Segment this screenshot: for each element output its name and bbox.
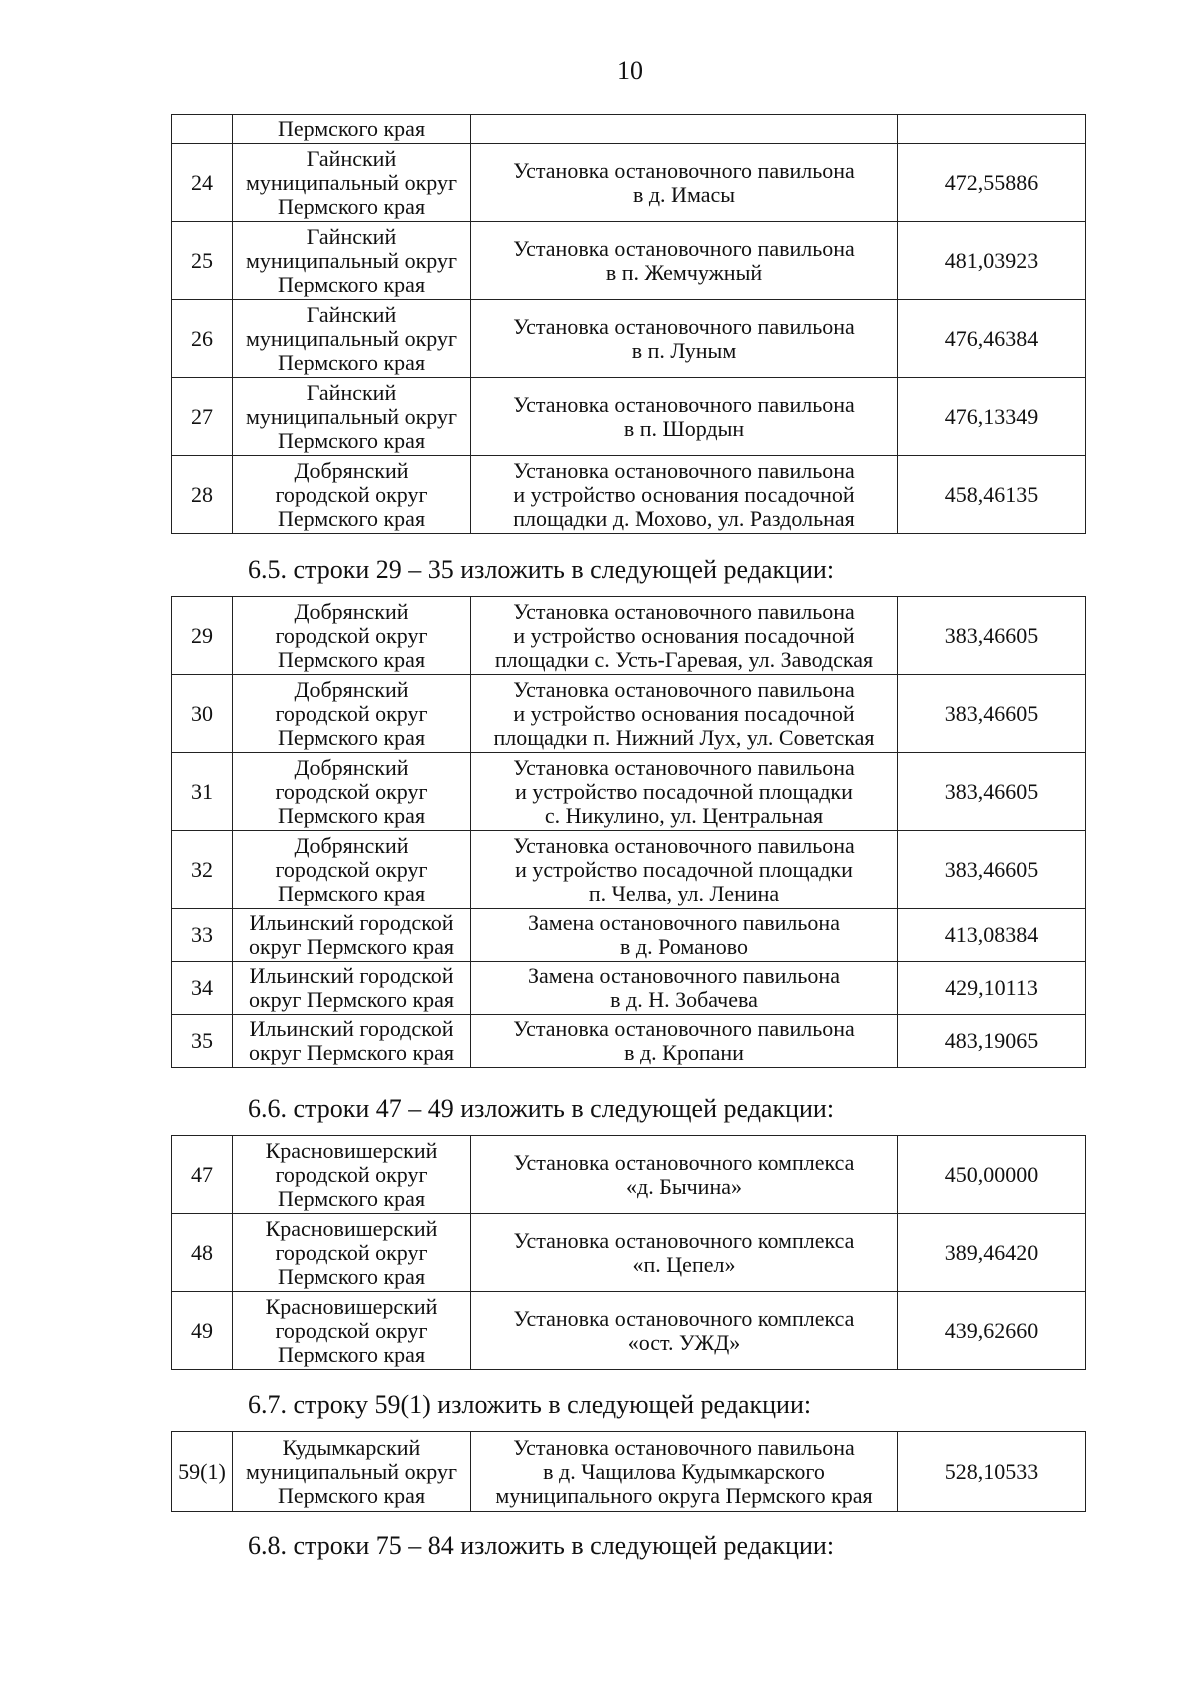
cell-work-description: Установка остановочного павильона в д. Имасы xyxy=(471,144,898,222)
cell-row-number: 29 xyxy=(172,597,233,675)
cell-amount: 450,00000 xyxy=(898,1136,1086,1214)
cell-work-description: Установка остановочного комплекса «д. Бычина» xyxy=(471,1136,898,1214)
cell-row-number: 49 xyxy=(172,1292,233,1370)
cell-municipality: Добрянский городской округ Пермского края xyxy=(233,597,471,675)
cell-row-number: 24 xyxy=(172,144,233,222)
table-rows-47-49 xyxy=(171,1135,1086,1370)
section-heading-6-6: 6.6. строки 47 – 49 изложить в следующей редакции: xyxy=(248,1094,835,1123)
table-row xyxy=(172,222,1086,300)
table-row xyxy=(172,597,1086,675)
cell-municipality: Кудымкарский муниципальный округ Пермского края xyxy=(233,1432,471,1512)
cell-municipality: Добрянский городской округ Пермского края xyxy=(233,831,471,909)
cell-row-number: 47 xyxy=(172,1136,233,1214)
cell-municipality: Добрянский городской округ Пермского края xyxy=(233,456,471,534)
table-section-6-4-continued xyxy=(171,114,1086,534)
cell-amount: 483,19065 xyxy=(898,1015,1086,1068)
cell-row-number: 28 xyxy=(172,456,233,534)
cell-municipality: Ильинский городской округ Пермского края xyxy=(233,909,471,962)
cell-work-description: Установка остановочного павильона в п. Жемчужный xyxy=(471,222,898,300)
cell-work-description: Установка остановочного комплекса «ост. УЖД» xyxy=(471,1292,898,1370)
cell-municipality: Ильинский городской округ Пермского края xyxy=(233,1015,471,1068)
cell-row-number: 59(1) xyxy=(172,1432,233,1512)
cell-amount: 476,46384 xyxy=(898,300,1086,378)
table-row xyxy=(172,1432,1086,1512)
cell-amount: 389,46420 xyxy=(898,1214,1086,1292)
cell-amount: 383,46605 xyxy=(898,597,1086,675)
table-row xyxy=(172,675,1086,753)
table-row xyxy=(172,1015,1086,1068)
table-row xyxy=(172,300,1086,378)
cell-municipality: Красновишерский городской округ Пермского края xyxy=(233,1214,471,1292)
table-row xyxy=(172,456,1086,534)
cell-work-description: Установка остановочного павильона в п. Луным xyxy=(471,300,898,378)
cell-amount: 383,46605 xyxy=(898,675,1086,753)
cell-row-number: 34 xyxy=(172,962,233,1015)
cell-row-number: 26 xyxy=(172,300,233,378)
table-row xyxy=(172,115,1086,144)
table-row xyxy=(172,962,1086,1015)
cell-row-number: 30 xyxy=(172,675,233,753)
cell-municipality: Ильинский городской округ Пермского края xyxy=(233,962,471,1015)
cell-municipality: Гайнский муниципальный округ Пермского края xyxy=(233,378,471,456)
cell-amount: 458,46135 xyxy=(898,456,1086,534)
cell-municipality: Красновишерский городской округ Пермского края xyxy=(233,1136,471,1214)
cell-municipality: Добрянский городской округ Пермского края xyxy=(233,675,471,753)
cell-row-number: 27 xyxy=(172,378,233,456)
cell-municipality: Гайнский муниципальный округ Пермского края xyxy=(233,144,471,222)
cell-amount xyxy=(898,115,1086,144)
cell-row-number: 33 xyxy=(172,909,233,962)
page-number: 10 xyxy=(617,56,643,85)
cell-row-number: 35 xyxy=(172,1015,233,1068)
table-row xyxy=(172,909,1086,962)
cell-row-number: 32 xyxy=(172,831,233,909)
cell-amount: 429,10113 xyxy=(898,962,1086,1015)
section-heading-6-8: 6.8. строки 75 – 84 изложить в следующей редакции: xyxy=(248,1531,835,1560)
section-heading-6-5: 6.5. строки 29 – 35 изложить в следующей редакции: xyxy=(248,555,835,584)
cell-amount: 481,03923 xyxy=(898,222,1086,300)
table-row xyxy=(172,753,1086,831)
cell-municipality: Гайнский муниципальный округ Пермского края xyxy=(233,300,471,378)
table-row xyxy=(172,1136,1086,1214)
cell-municipality: Гайнский муниципальный округ Пермского края xyxy=(233,222,471,300)
section-heading-6-7: 6.7. строку 59(1) изложить в следующей редакции: xyxy=(248,1390,812,1419)
cell-row-number xyxy=(172,115,233,144)
cell-work-description: Замена остановочного павильона в д. Н. Зобачева xyxy=(471,962,898,1015)
cell-work-description: Установка остановочного комплекса «п. Цепел» xyxy=(471,1214,898,1292)
cell-work-description: Установка остановочного павильона и устройство основания посадочной площадки п. Нижний Лух, ул. Советская xyxy=(471,675,898,753)
cell-amount: 472,55886 xyxy=(898,144,1086,222)
table-row xyxy=(172,1214,1086,1292)
cell-municipality: Добрянский городской округ Пермского края xyxy=(233,753,471,831)
cell-work-description: Установка остановочного павильона в д. Чащилова Кудымкарского муниципального округа Пермского края xyxy=(471,1432,898,1512)
cell-amount: 413,08384 xyxy=(898,909,1086,962)
table-row xyxy=(172,144,1086,222)
cell-work-description: Установка остановочного павильона и устройство основания посадочной площадки д. Мохово, ул. Раздольная xyxy=(471,456,898,534)
cell-row-number: 25 xyxy=(172,222,233,300)
table-row xyxy=(172,378,1086,456)
cell-amount: 383,46605 xyxy=(898,753,1086,831)
cell-municipality: Красновишерский городской округ Пермского края xyxy=(233,1292,471,1370)
table-row-59-1 xyxy=(171,1431,1086,1512)
table-row xyxy=(172,1292,1086,1370)
cell-work-description: Установка остановочного павильона и устройство посадочной площадки п. Челва, ул. Ленина xyxy=(471,831,898,909)
cell-work-description: Установка остановочного павильона и устройство основания посадочной площадки с. Усть-Гаревая, ул. Заводская xyxy=(471,597,898,675)
table-rows-29-35 xyxy=(171,596,1086,1068)
cell-work-description xyxy=(471,115,898,144)
cell-amount: 383,46605 xyxy=(898,831,1086,909)
cell-amount: 528,10533 xyxy=(898,1432,1086,1512)
table-row xyxy=(172,831,1086,909)
cell-work-description: Замена остановочного павильона в д. Романово xyxy=(471,909,898,962)
cell-amount: 476,13349 xyxy=(898,378,1086,456)
cell-row-number: 31 xyxy=(172,753,233,831)
cell-work-description: Установка остановочного павильона в д. Кропани xyxy=(471,1015,898,1068)
cell-row-number: 48 xyxy=(172,1214,233,1292)
cell-work-description: Установка остановочного павильона в п. Шордын xyxy=(471,378,898,456)
cell-work-description: Установка остановочного павильона и устройство посадочной площадки с. Никулино, ул. Центральная xyxy=(471,753,898,831)
cell-amount: 439,62660 xyxy=(898,1292,1086,1370)
cell-municipality: Пермского края xyxy=(233,115,471,144)
